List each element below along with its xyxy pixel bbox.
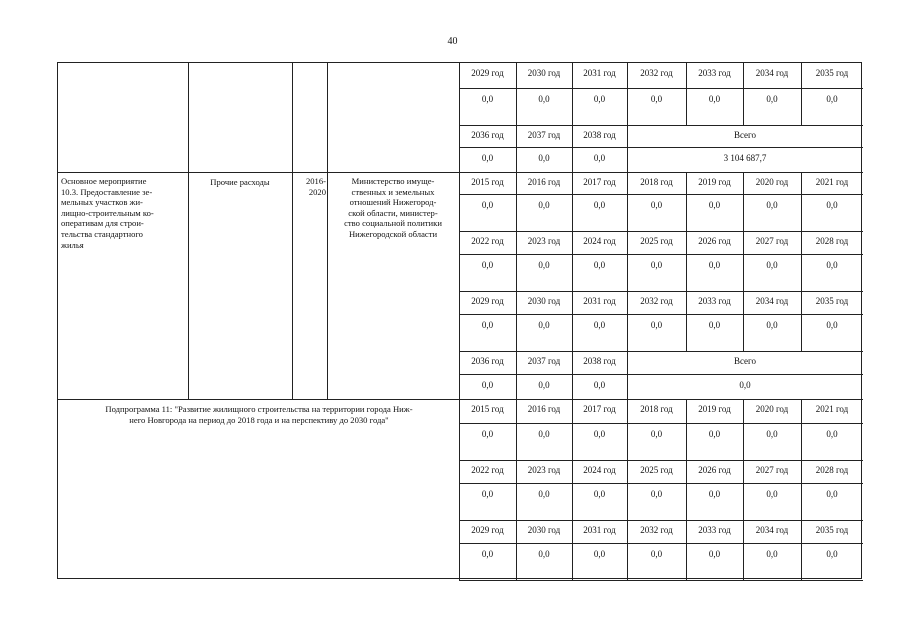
- section2-row4-year-header: 2036 год: [471, 356, 504, 366]
- section1-row1-year-header: 2035 год: [815, 68, 849, 78]
- grid-line: [327, 63, 328, 172]
- section3-row1-year-header: 2017 год: [583, 404, 616, 414]
- section3-row1-value: 0,0: [826, 429, 838, 439]
- section3-row3-year-header: 2033 год: [698, 525, 731, 535]
- text-line: отношений Нижегород-: [349, 197, 437, 208]
- text-line: 2020: [308, 186, 326, 197]
- section2-row1-year-header: 2021 год: [815, 177, 849, 187]
- budget-table: [57, 62, 862, 579]
- section1-row1-value: 0,0: [481, 94, 494, 104]
- section2-row3-year-header: 2032 год: [640, 296, 673, 306]
- section3-row1-value: 0,0: [538, 429, 550, 439]
- section2-row4-year-header: 2038 год: [583, 356, 616, 366]
- text-line: Нижегородской области: [348, 228, 438, 239]
- section1-total-label: Всего: [733, 130, 757, 140]
- section2-row1-value: 0,0: [538, 200, 550, 210]
- section3-row2-year-header: 2027 год: [755, 465, 789, 475]
- text-line: ственных и земельных: [351, 186, 435, 197]
- section1-row1-year-header: 2034 год: [755, 68, 789, 78]
- measure-name: [61, 176, 187, 250]
- section1-row2-value: 0,0: [481, 153, 494, 163]
- text-line: Министерство имуще-: [351, 176, 435, 186]
- section2-row3-value: 0,0: [650, 320, 663, 330]
- text-line: 2016-: [305, 176, 326, 186]
- section3-row3-year-header: 2032 год: [640, 525, 673, 535]
- grid-line: [58, 399, 459, 400]
- section1-row2-year-header: 2037 год: [527, 130, 561, 140]
- grid-line: [292, 63, 293, 172]
- section2-row3-year-header: 2034 год: [755, 296, 789, 306]
- section1-row1-year-header: 2031 год: [583, 68, 616, 78]
- text-line: мельных участков жи-: [61, 197, 143, 208]
- section2-row2-year-header: 2023 год: [527, 236, 561, 246]
- section2-row1-value: 0,0: [481, 200, 494, 210]
- section2-row2-year-header: 2027 год: [755, 236, 789, 246]
- text-line: Основное мероприятие: [61, 176, 147, 186]
- section2-row2-value: 0,0: [538, 260, 550, 270]
- section2-row2-value: 0,0: [826, 260, 838, 270]
- section2-row1-year-header: 2016 год: [527, 177, 561, 187]
- section3-row2-year-header: 2022 год: [471, 465, 504, 475]
- section2-row2-year-header: 2026 год: [698, 236, 731, 246]
- section3-row1-value: 0,0: [593, 429, 606, 439]
- section2-row1-year-header: 2019 год: [698, 177, 731, 187]
- text-line: него Новгорода на период до 2018 года и на перспективу до 2030 года": [129, 414, 389, 425]
- section2-row3-value: 0,0: [481, 320, 494, 330]
- section3-row3-value: 0,0: [538, 549, 550, 559]
- section1-row1-year-header: 2032 год: [640, 68, 673, 78]
- section1-row1-year-header: 2029 год: [471, 68, 504, 78]
- section3-row2-year-header: 2024 год: [583, 465, 616, 475]
- section2-total-label: Всего: [733, 356, 757, 366]
- section2-row3-year-header: 2035 год: [815, 296, 849, 306]
- section2-row3-value: 0,0: [766, 320, 778, 330]
- section3-row2-value: 0,0: [538, 489, 550, 499]
- expense-type: Прочие расходы: [210, 177, 270, 187]
- text-line: оперативам для строи-: [61, 218, 144, 229]
- section3-row1-value: 0,0: [650, 429, 663, 439]
- text-line: 10.3. Предоставление зе-: [61, 186, 153, 197]
- section3-row3-year-header: 2030 год: [527, 525, 561, 535]
- section2-row1-value: 0,0: [826, 200, 838, 210]
- section3-row3-value: 0,0: [708, 549, 721, 559]
- section2-row2-value: 0,0: [708, 260, 721, 270]
- responsible: [327, 176, 459, 240]
- section1-row1-year-header: 2033 год: [698, 68, 731, 78]
- section2-row3-value: 0,0: [708, 320, 721, 330]
- section3-row1-year-header: 2021 год: [815, 404, 849, 414]
- section3-row2-value: 0,0: [766, 489, 778, 499]
- section3-row1-value: 0,0: [481, 429, 494, 439]
- section1-row2-value: 0,0: [593, 153, 606, 163]
- section2-row1-value: 0,0: [708, 200, 721, 210]
- section2-row4-value: 0,0: [481, 380, 494, 390]
- section1-row1-value: 0,0: [766, 94, 778, 104]
- section2-row2-value: 0,0: [650, 260, 663, 270]
- section3-row1-year-header: 2020 год: [755, 404, 789, 414]
- section3-row1-year-header: 2018 год: [640, 404, 673, 414]
- section2-row1-value: 0,0: [766, 200, 778, 210]
- section3-row3-year-header: 2031 год: [583, 525, 616, 535]
- section2-row1-year-header: 2020 год: [755, 177, 789, 187]
- section3-row2-value: 0,0: [708, 489, 721, 499]
- section2-row2-year-header: 2024 год: [583, 236, 616, 246]
- section1-row1-value: 0,0: [650, 94, 663, 104]
- section3-row3-value: 0,0: [766, 549, 778, 559]
- section2-row1-year-header: 2017 год: [583, 177, 616, 187]
- section3-row3-value: 0,0: [481, 549, 494, 559]
- grid-line: [292, 172, 293, 399]
- section3-row3-year-header: 2029 год: [471, 525, 504, 535]
- section2-row3-year-header: 2031 год: [583, 296, 616, 306]
- section3-row3-value: 0,0: [593, 549, 606, 559]
- grid-line: [188, 63, 189, 172]
- grid-line: [188, 172, 189, 399]
- text-line: ство социальной политики: [344, 218, 442, 229]
- section2-row4-year-header: 2037 год: [527, 356, 561, 366]
- section2-total-value: 0,0: [739, 380, 751, 390]
- section3-row1-year-header: 2015 год: [471, 404, 504, 414]
- text-line: жилья: [61, 239, 84, 250]
- section2-row4-value: 0,0: [593, 380, 606, 390]
- section3-row3-value: 0,0: [650, 549, 663, 559]
- text-line: Подпрограмма 11: "Развитие жилищного строительства на территории города Ниж-: [105, 404, 413, 414]
- section2-row3-year-header: 2029 год: [471, 296, 504, 306]
- section3-row2-year-header: 2026 год: [698, 465, 731, 475]
- text-line: тельства стандартного: [61, 228, 143, 239]
- section3-row3-value: 0,0: [826, 549, 838, 559]
- section1-row1-value: 0,0: [826, 94, 838, 104]
- section2-row3-value: 0,0: [593, 320, 606, 330]
- text-line: лищно-строительным ко-: [61, 207, 154, 218]
- section3-row1-value: 0,0: [708, 429, 721, 439]
- section2-row1-year-header: 2015 год: [471, 177, 504, 187]
- section2-row3-year-header: 2030 год: [527, 296, 561, 306]
- section1-row1-year-header: 2030 год: [527, 68, 561, 78]
- section2-row2-year-header: 2022 год: [471, 236, 504, 246]
- grid-line: [459, 580, 863, 581]
- section2-row3-value: 0,0: [538, 320, 550, 330]
- section3-row1-year-header: 2016 год: [527, 404, 561, 414]
- section2-row1-value: 0,0: [650, 200, 663, 210]
- section1-row1-value: 0,0: [538, 94, 550, 104]
- section3-row3-year-header: 2035 год: [815, 525, 849, 535]
- section3-row2-value: 0,0: [481, 489, 494, 499]
- section2-row1-year-header: 2018 год: [640, 177, 673, 187]
- section2-row2-value: 0,0: [766, 260, 778, 270]
- section3-row2-year-header: 2028 год: [815, 465, 849, 475]
- section1-row1-value: 0,0: [708, 94, 721, 104]
- section2-row2-value: 0,0: [593, 260, 606, 270]
- section1-row2-value: 0,0: [538, 153, 550, 163]
- section2-row3-value: 0,0: [826, 320, 838, 330]
- section3-row1-year-header: 2019 год: [698, 404, 731, 414]
- section1-row2-year-header: 2036 год: [471, 130, 504, 140]
- period: [293, 176, 326, 197]
- section3-row2-value: 0,0: [826, 489, 838, 499]
- section2-row4-value: 0,0: [538, 380, 550, 390]
- section2-row2-year-header: 2025 год: [640, 236, 673, 246]
- section2-row1-value: 0,0: [593, 200, 606, 210]
- section2-row2-year-header: 2028 год: [815, 236, 849, 246]
- text-line: ской области, министер-: [348, 207, 438, 218]
- section3-row2-year-header: 2025 год: [640, 465, 673, 475]
- section2-row3-year-header: 2033 год: [698, 296, 731, 306]
- page-number: 40: [447, 36, 458, 47]
- section1-total-value: 3 104 687,7: [723, 153, 767, 163]
- section2-row2-value: 0,0: [481, 260, 494, 270]
- section3-row1-value: 0,0: [766, 429, 778, 439]
- section3-row2-value: 0,0: [593, 489, 606, 499]
- section1-row2-year-header: 2038 год: [583, 130, 616, 140]
- section3-row3-year-header: 2034 год: [755, 525, 789, 535]
- section3-row2-value: 0,0: [650, 489, 663, 499]
- section3-row2-year-header: 2023 год: [527, 465, 561, 475]
- subprogram-title: [61, 404, 457, 425]
- section1-row1-value: 0,0: [593, 94, 606, 104]
